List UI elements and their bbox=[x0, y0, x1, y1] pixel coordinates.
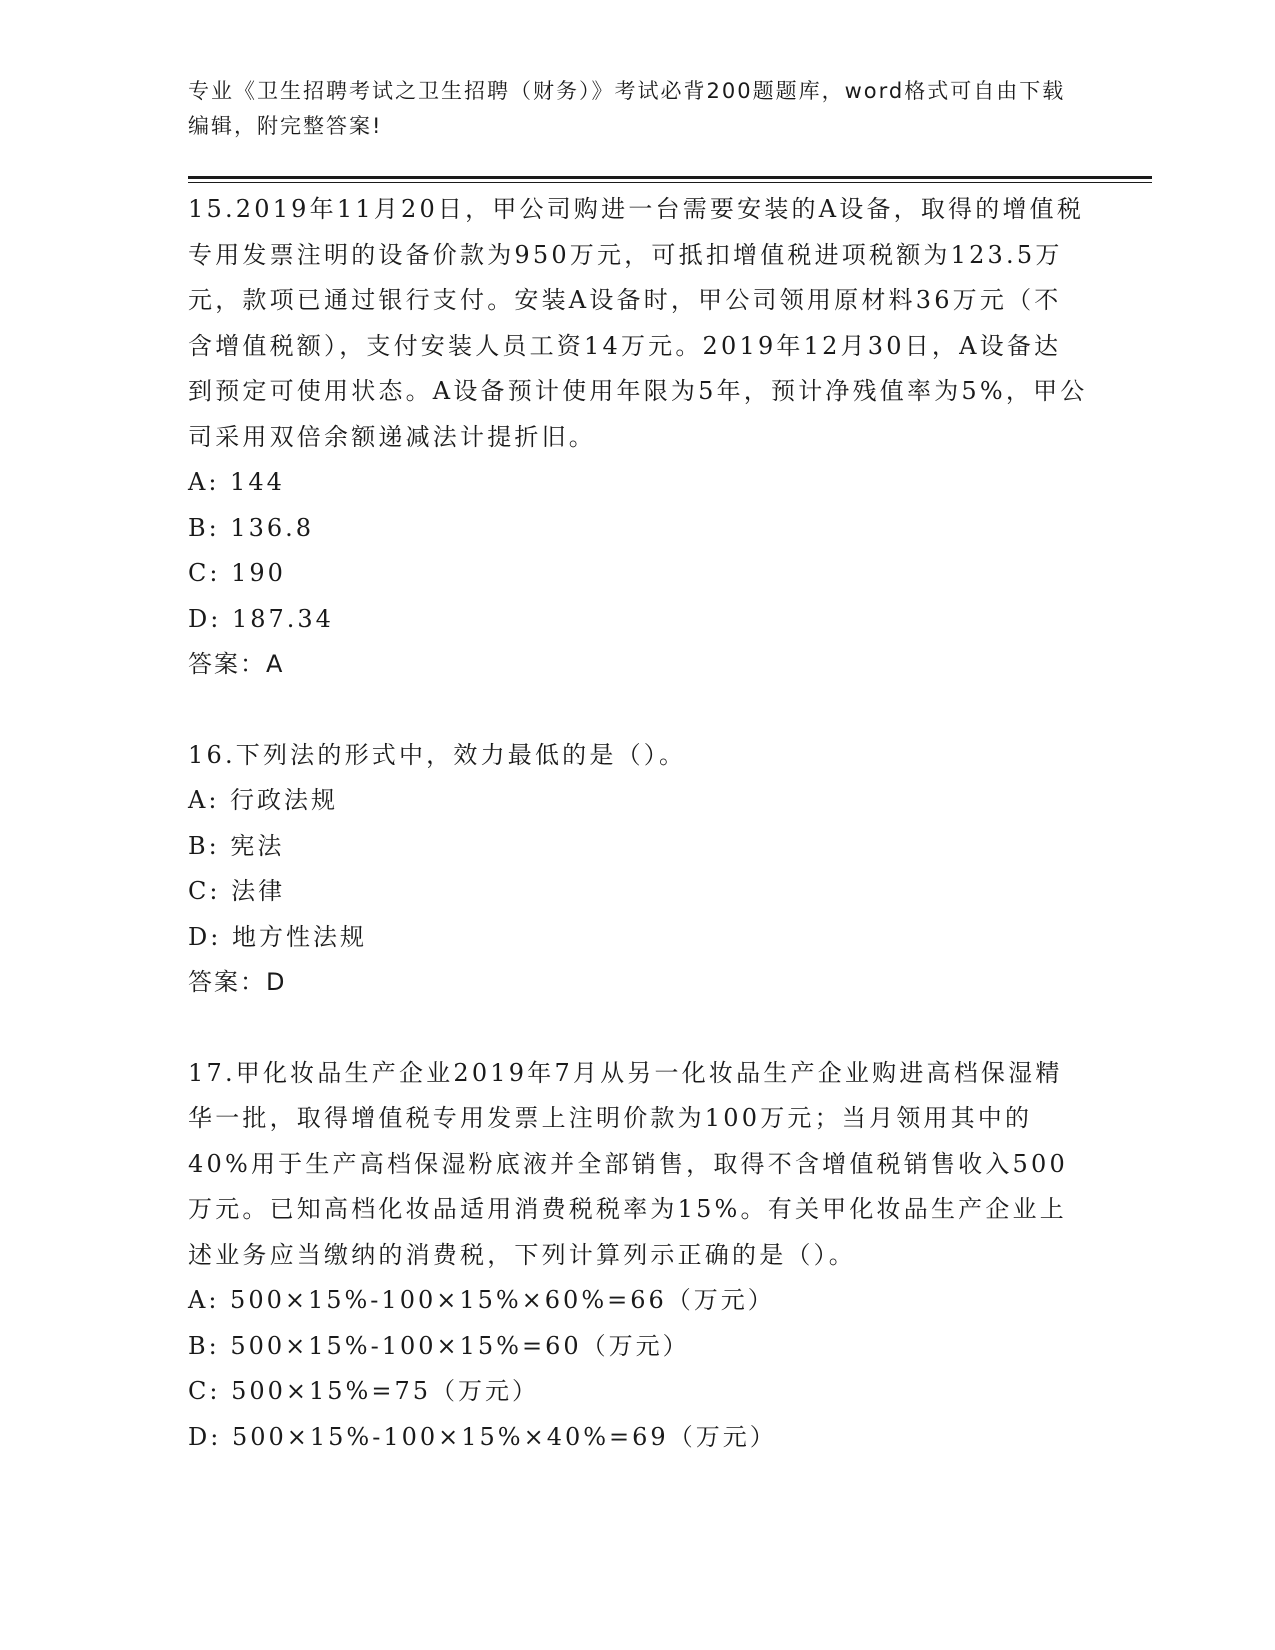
option-c: C: 190 bbox=[188, 559, 286, 587]
question-17 bbox=[188, 1051, 1088, 1461]
option-a: A: 行政法规 bbox=[188, 786, 339, 814]
header-divider-thick bbox=[188, 176, 1152, 179]
option-b: B: 500×15%-100×15%=60（万元） bbox=[188, 1331, 690, 1360]
option-b: B: 宪法 bbox=[188, 831, 285, 860]
question-text: 16.下列法的形式中，效力最低的是（）。 bbox=[188, 740, 687, 769]
option-a: A: 500×15%-100×15%×60%=66（万元） bbox=[188, 1286, 775, 1314]
option-d: D: 500×15%-100×15%×40%=69（万元） bbox=[188, 1422, 777, 1451]
question-text: 15.2019年11月20日，甲公司购进一台需要安装的A设备，取得的增值税专用发票注明的设备价款为950万元，可抵扣增值税进项税额为123.5万元，款项已通过银行支付。安装A设备时，甲公司领用原材料36万元（不含增值税额），支付安装人员工资14万元。2019年12月30日，A设备达到预定可使用状态。A设备预计使用年限为5年，预计净残值率为5%，甲公司采用双倍余额递减法计提折旧。 bbox=[188, 195, 1088, 451]
question-text: 17.甲化妆品生产企业2019年7月从另一化妆品生产企业购进高档保湿精华一批，取得增值税专用发票上注明价款为100万元；当月领用其中的40%用于生产高档保湿粉底液并全部销售，取得不含增值税销售收入500万元。已知高档化妆品适用消费税税率为15%。有关甲化妆品生产企业上述业务应当缴纳的消费税，下列计算列示正确的是（）。 bbox=[188, 1058, 1068, 1269]
option-a: A: 144 bbox=[188, 468, 285, 496]
document-header: 专业《卫生招聘考试之卫生招聘（财务）》考试必背200题题库，word格式可自由下载编辑，附完整答案! bbox=[188, 79, 1066, 138]
question-list bbox=[188, 187, 1088, 1460]
question-16 bbox=[188, 733, 1088, 1006]
option-c: C: 500×15%=75（万元） bbox=[188, 1377, 539, 1405]
question-spacer bbox=[188, 688, 1088, 733]
option-b: B: 136.8 bbox=[188, 513, 315, 542]
option-c: C: 法律 bbox=[188, 877, 286, 905]
answer: 答案：D bbox=[188, 968, 287, 996]
question-spacer bbox=[188, 1006, 1088, 1051]
question-15 bbox=[188, 187, 1088, 688]
option-d: D: 187.34 bbox=[188, 604, 334, 633]
header-divider-thin bbox=[188, 182, 1152, 183]
answer: 答案：A bbox=[188, 650, 285, 678]
option-d: D: 地方性法规 bbox=[188, 922, 367, 951]
